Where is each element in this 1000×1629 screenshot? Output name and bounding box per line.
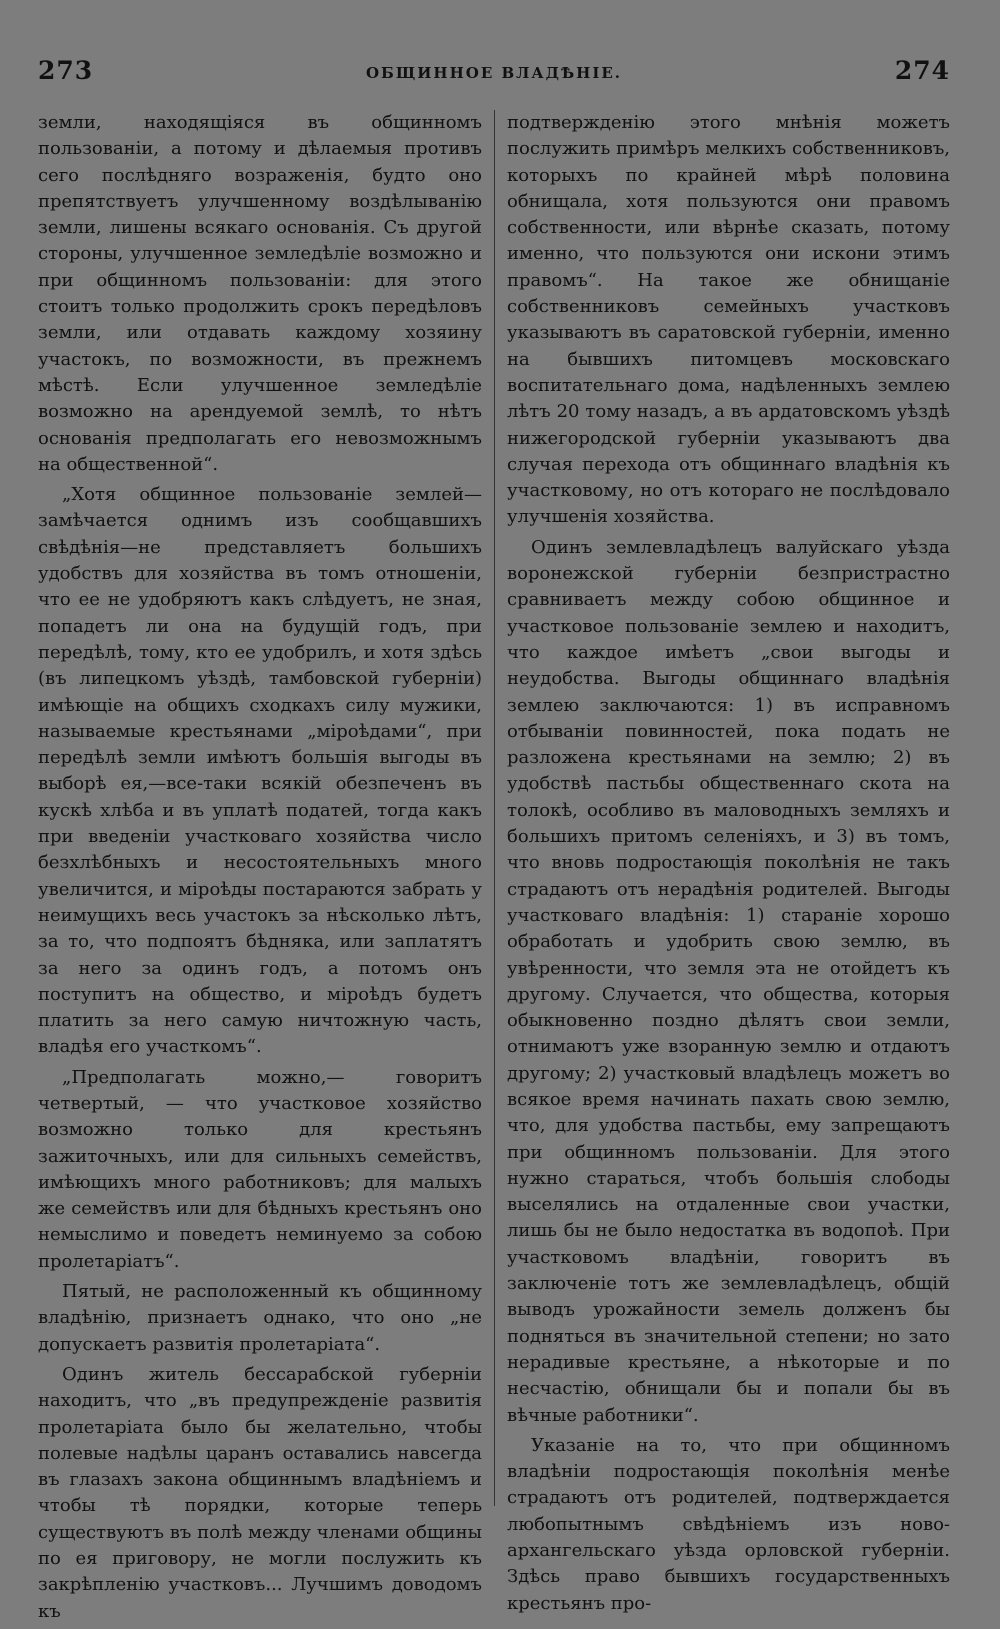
paragraph: Пятый, не расположенный къ общинному владѣнію, признаетъ однако, что оно „не допускаетъ развитія пролетаріата“. — [38, 1281, 482, 1355]
page-number-left: 273 — [38, 56, 94, 85]
paragraph: „Хотя общинное пользованіе землей—замѣчается однимъ изъ сообщавшихъ свѣдѣнія—не представляетъ большихъ удобствъ для хозяйства въ томъ отношеніи, что ее не удобряютъ какъ слѣдуетъ, не зная, попадетъ ли она на будущій годъ, при передѣлѣ, тому, кто ее удобрилъ, и хотя здѣсь (въ липецкомъ уѣздѣ, тамбовской губерніи) имѣющіе на общихъ сходкахъ силу мужики, называемые крестьянами „міроѣдами“, при передѣлѣ земли имѣютъ большія выгоды въ выборѣ ея,—все-таки всякій обезпеченъ въ кускѣ хлѣба и въ уплатѣ податей, тогда какъ при введеніи участковаго хозяйства число безхлѣбныхъ и несостоятельныхъ много увеличится, и міроѣды постараются забрать у неимущихъ весь участокъ за нѣсколько лѣтъ, за то, что подпоятъ бѣдняка, или заплатятъ за него за одинъ годъ, а потомъ онъ поступитъ на общество, и міроѣдъ будетъ платить за него самую ничтожную часть, владѣя его участкомъ“. — [38, 484, 482, 1058]
left-column — [38, 110, 482, 1629]
page-number-right: 274 — [894, 56, 950, 85]
paragraph: Одинъ землевладѣлецъ валуйскаго уѣзда воронежской губерніи безпристрастно сравниваетъ между собою общинное и участковое пользованіе землею и находитъ, что каждое имѣетъ „свои выгоды и неудобства. Выгоды общиннаго владѣнія землею заключаются: 1) въ исправномъ отбываніи повинностей, пока подать не разложена крестьянами на землю; 2) въ удобствѣ пастьбы общественнаго скота на толокѣ, особливо въ маловодныхъ земляхъ и большихъ притомъ селеніяхъ, и 3) въ томъ, что вновь подростающія поколѣнія не такъ страдаютъ отъ нерадѣнія родителей. Выгоды участковаго владѣнія: 1) стараніе хорошо обработать и удобрить свою землю, въ увѣренности, что земля эта не отойдетъ къ другому. Случается, что общества, которыя обыкновенно поздно дѣлятъ свои земли, отнимаютъ уже взоранную землю и отдаютъ другому; 2) участковый владѣлецъ можетъ во всякое время начинать пахать свою землю, что, для удобства пастьбы, ему запрещаютъ при общинномъ пользованіи. Для этого нужно стараться, чтобъ большія слободы выселялись на отдаленные свои участки, лишь бы не было недостатка въ водопоѣ. При участковомъ владѣніи, говоритъ въ заключеніе тотъ же землевладѣлецъ, общій выводъ урожайности земель долженъ бы подняться въ значительной степени; но зато нерадивые крестьяне, а нѣкоторые и по несчастію, обнищали бы и попали бы въ вѣчные работники“. — [507, 536, 950, 1426]
running-title: ОБЩИННОЕ ВЛАДѢНІЕ. — [365, 64, 623, 82]
paragraph: земли, находящіяся въ общинномъ пользованіи, а потому и дѣлаемыя противъ сего послѣдняго возраженія, будто оно препятствуетъ улучшенному воздѣлыванію земли, лишены всякаго основанія. Съ другой стороны, улучшенное земледѣліе возможно и при общинномъ пользованіи: для этого стоитъ только продолжить срокъ передѣловъ земли, или отдавать каждому хозяину участокъ, по возможности, въ прежнемъ мѣстѣ. Если улучшенное земледѣліе возможно на арендуемой землѣ, то нѣтъ основанія предполагать его невозможнымъ на общественной“. — [38, 112, 482, 475]
paragraph: Указаніе на то, что при общинномъ владѣніи подростающія поколѣнія менѣе страдаютъ отъ родителей, подтверждается любопытнымъ свѣдѣніемъ изъ ново-архангельскаго уѣзда орловской губерніи. Здѣсь право бывшихъ государственныхъ крестьянъ про- — [507, 1434, 950, 1614]
paragraph: подтвержденію этого мнѣнія можетъ послужить примѣръ мелкихъ собственниковъ, которыхъ по крайней мѣрѣ половина обнищала, хотя пользуются они правомъ собственности, или вѣрнѣе сказать, потому именно, что пользуются они искони этимъ правомъ“. На такое же обнищаніе собственниковъ семейныхъ участковъ указываютъ въ саратовской губерніи, именно на бывшихъ питомцевъ московскаго воспитательнаго дома, надѣленныхъ землею лѣтъ 20 тому назадъ, а въ ардатовскомъ уѣздѣ нижегородской губерніи указываютъ два случая перехода отъ общиннаго владѣнія къ участковому, но отъ котораго не послѣдовало улучшенія хозяйства. — [507, 112, 950, 528]
page-header — [38, 52, 950, 92]
right-column — [507, 110, 950, 1621]
column-divider — [494, 110, 495, 1506]
paragraph: „Предполагать можно,— говоритъ четвертый, — что участковое хозяйство возможно только для крестьянъ зажиточныхъ, или для сильныхъ семействъ, имѣющихъ много работниковъ; для малыхъ же семействъ или для бѣдныхъ крестьянъ оно немыслимо и поведетъ неминуемо за собою пролетаріатъ“. — [38, 1066, 482, 1272]
paragraph: Одинъ житель бессарабской губерніи находитъ, что „въ предупрежденіе развитія пролетаріата было бы желательно, чтобы полевые надѣлы царанъ оставались навсегда въ глазахъ закона общиннымъ владѣніемъ и чтобы тѣ порядки, которые теперь существуютъ въ полѣ между членами общины по ея приговору, не могли послужить къ закрѣпленію участковъ... Лучшимъ доводомъ къ — [38, 1363, 482, 1622]
